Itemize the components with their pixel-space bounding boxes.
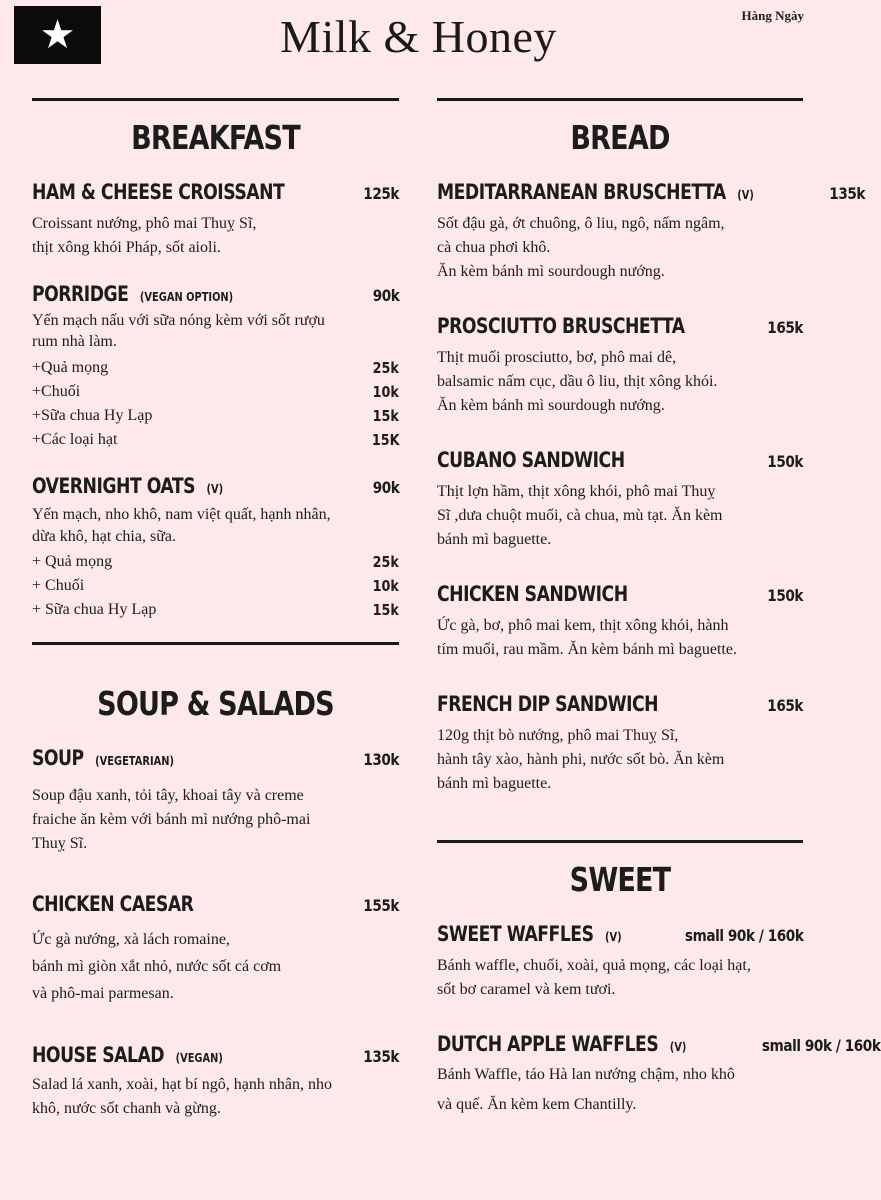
item-description: Thịt muối prosciutto, bơ, phô mai dê, balsamic nấm cục, dầu ô liu, thịt xông khói. Ăn kèm bánh mì sourdough nướng. bbox=[437, 349, 718, 414]
item-price: 150k bbox=[767, 452, 803, 471]
addon-row: +Sữa chua Hy Lạp 15k bbox=[32, 407, 399, 425]
item-price: 165k bbox=[767, 696, 803, 715]
restaurant-title: Milk & Honey bbox=[280, 11, 557, 62]
item-description: Ức gà, bơ, phô mai kem, thịt xông khói, hành tím muối, rau mầm. Ăn kèm bánh mì baguette. bbox=[437, 617, 737, 658]
item-name: PROSCIUTTO BRUSCHETTA bbox=[437, 314, 685, 338]
item-description: Yến mạch nấu với sữa nóng kèm với sốt rượu rum nhà làm. bbox=[32, 312, 325, 350]
menu-item bbox=[437, 314, 803, 418]
left-column bbox=[32, 98, 399, 1143]
item-description: Bánh waffle, chuối, xoài, quả mọng, các loại hạt, sốt bơ caramel và kem tươi. bbox=[437, 957, 751, 998]
item-tag: (VEGAN) bbox=[175, 1051, 223, 1065]
item-price: 90k bbox=[372, 478, 399, 497]
item-price: 150k bbox=[767, 586, 803, 605]
item-price: small 90k / 160k bbox=[761, 1036, 881, 1055]
addon-row: +Quả mọng 25k bbox=[32, 359, 399, 377]
item-name: CUBANO SANDWICH bbox=[437, 448, 625, 472]
item-name: HAM & CHEESE CROISSANT bbox=[32, 180, 285, 204]
item-name: DUTCH APPLE WAFFLES (V) bbox=[437, 1032, 687, 1056]
section-title-soup-salads: SOUP & SALADS bbox=[97, 684, 334, 723]
menu-item bbox=[437, 692, 803, 796]
section-divider bbox=[437, 840, 803, 843]
item-price: small 90k / 160k bbox=[684, 926, 803, 945]
item-description: Yến mạch, nho khô, nam việt quất, hạnh nhân, dừa khô, hạt chia, sữa. bbox=[32, 506, 331, 545]
menu-item bbox=[32, 180, 399, 260]
item-tag: (VEGAN OPTION) bbox=[139, 290, 234, 304]
section-title-sweet: SWEET bbox=[569, 860, 671, 899]
item-name: PORRIDGE (VEGAN OPTION) bbox=[32, 282, 234, 306]
section-divider bbox=[32, 642, 399, 645]
menu-item bbox=[32, 746, 399, 856]
item-tag: (V) bbox=[206, 482, 224, 496]
item-price: 125k bbox=[363, 184, 399, 203]
item-name: CHICKEN CAESAR bbox=[32, 892, 194, 916]
item-name: MEDITARRANEAN BRUSCHETTA (V) bbox=[437, 180, 754, 204]
item-price: 155k bbox=[363, 896, 399, 915]
item-price: 90k bbox=[372, 286, 399, 305]
item-tag: (VEGETARIAN) bbox=[95, 754, 174, 768]
item-description: Ức gà nướng, xà lách romaine, bánh mì giòn xắt nhỏ, nước sốt cá cơm và phô-mai parmesan. bbox=[32, 931, 282, 1002]
item-description: Sốt đậu gà, ớt chuông, ô liu, ngô, nấm ngâm, cà chua phơi khô. Ăn kèm bánh mì sourdough nướng. bbox=[437, 215, 725, 280]
menu-item bbox=[32, 892, 399, 1007]
section-title-breakfast: BREAKFAST bbox=[131, 118, 300, 157]
item-name: HOUSE SALAD (VEGAN) bbox=[32, 1043, 223, 1067]
item-description: Soup đậu xanh, tỏi tây, khoai tây và creme fraiche ăn kèm với bánh mì nướng phô-mai Thuỵ Sĩ. bbox=[32, 787, 311, 852]
menu-item bbox=[437, 582, 803, 662]
item-description: Croissant nướng, phô mai Thuỵ Sĩ, thịt xông khói Pháp, sốt aioli. bbox=[32, 215, 257, 256]
addon-row: + Sữa chua Hy Lạp 15k bbox=[32, 601, 399, 619]
item-name: OVERNIGHT OATS (V) bbox=[32, 474, 224, 498]
menu-edition-label: Hàng Ngày bbox=[741, 8, 804, 23]
menu-item bbox=[32, 474, 399, 622]
section-divider bbox=[437, 98, 803, 101]
item-price: 135k bbox=[829, 184, 866, 203]
menu-item bbox=[437, 1032, 881, 1120]
menu-item bbox=[437, 922, 803, 1002]
menu-item bbox=[32, 282, 399, 452]
item-price: 130k bbox=[363, 750, 399, 769]
item-description: Thịt lợn hầm, thịt xông khói, phô mai Thuỵ Sĩ ,dưa chuột muối, cà chua, mù tạt. Ăn kèm bánh mì baguette. bbox=[437, 483, 723, 548]
item-description: Bánh Waffle, táo Hà lan nướng chậm, nho khô và quế. Ăn kèm kem Chantilly. bbox=[437, 1066, 735, 1113]
menu-item bbox=[437, 448, 803, 552]
menu-item bbox=[437, 180, 866, 284]
section-divider bbox=[32, 98, 399, 101]
item-price: 165k bbox=[767, 318, 803, 337]
item-price: 135k bbox=[363, 1047, 399, 1066]
item-name: CHICKEN SANDWICH bbox=[437, 582, 628, 606]
item-tag: (V) bbox=[604, 930, 622, 944]
item-name: FRENCH DIP SANDWICH bbox=[437, 692, 659, 716]
item-description: 120g thịt bò nướng, phô mai Thuỵ Sĩ, hành tây xào, hành phi, nước sốt bò. Ăn kèm bánh mì baguette. bbox=[437, 727, 725, 792]
item-tag: (V) bbox=[737, 188, 754, 202]
item-description: Salad lá xanh, xoài, hạt bí ngô, hạnh nhân, nho khô, nước sốt chanh và gừng. bbox=[32, 1076, 332, 1117]
section-title-bread: BREAD bbox=[570, 118, 670, 157]
addon-row: +Các loại hạt 15K bbox=[32, 431, 399, 449]
addon-row: + Chuối 10k bbox=[32, 577, 399, 595]
right-column bbox=[437, 98, 881, 1142]
item-tag: (V) bbox=[669, 1040, 687, 1054]
addon-row: +Chuối 10k bbox=[32, 383, 399, 401]
star-icon: ★ bbox=[39, 12, 76, 57]
menu-item bbox=[32, 1043, 399, 1121]
item-name: SOUP (VEGETARIAN) bbox=[32, 746, 174, 770]
addon-row: + Quả mọng 25k bbox=[32, 553, 399, 571]
item-name: SWEET WAFFLES (V) bbox=[437, 922, 622, 946]
